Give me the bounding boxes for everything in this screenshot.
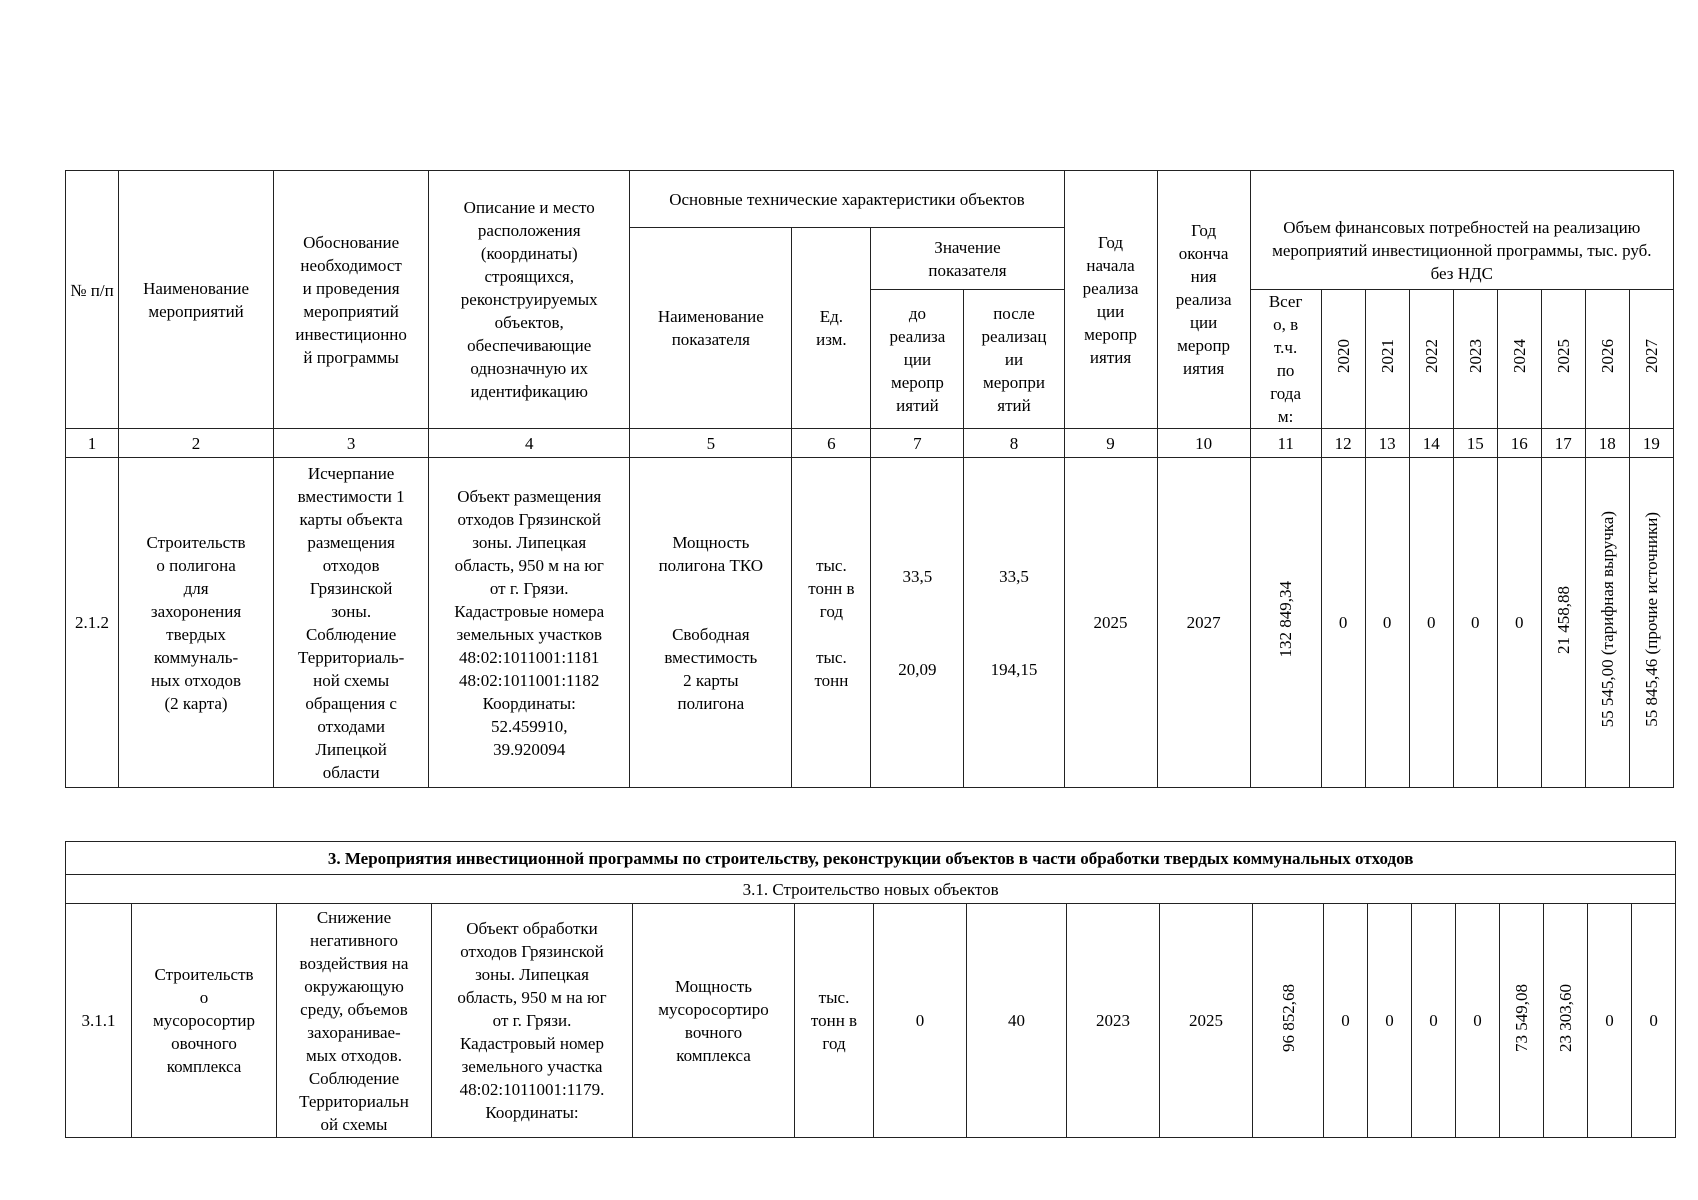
row-2023: 0 bbox=[1453, 458, 1497, 788]
header-indicator-name: Наименование показателя bbox=[630, 228, 792, 429]
investment-table-main bbox=[65, 170, 1674, 788]
col-number: 8 bbox=[964, 429, 1064, 458]
col-number: 9 bbox=[1064, 429, 1157, 458]
row-end-year: 2027 bbox=[1157, 458, 1250, 788]
header-description: Описание и место расположения (координаты) строящихся, реконструируемых объектов, обеспечивающие однозначную их идентификацию bbox=[429, 171, 630, 429]
header-year-2022: 2022 bbox=[1409, 290, 1453, 429]
row-2025: 23 303,60 bbox=[1544, 904, 1588, 1138]
col-number: 2 bbox=[119, 429, 274, 458]
row-total: 132 849,34 bbox=[1250, 458, 1321, 788]
row-number: 2.1.2 bbox=[66, 458, 119, 788]
row-end-year: 2025 bbox=[1160, 904, 1253, 1138]
col-number: 19 bbox=[1629, 429, 1673, 458]
col-number: 10 bbox=[1157, 429, 1250, 458]
row-units: тыс. тонн в год тыс. тонн bbox=[792, 458, 871, 788]
header-year-2026: 2026 bbox=[1585, 290, 1629, 429]
col-number: 17 bbox=[1541, 429, 1585, 458]
row-2020: 0 bbox=[1324, 904, 1368, 1138]
row-2027: 0 bbox=[1632, 904, 1676, 1138]
header-total: Всег о, в т.ч. по года м: bbox=[1250, 290, 1321, 429]
row-2021: 0 bbox=[1365, 458, 1409, 788]
row-2027: 55 845,46 (прочие источники) bbox=[1629, 458, 1673, 788]
col-number: 5 bbox=[630, 429, 792, 458]
row-name: Строительств о полигона для захоронения твердых коммуналь- ных отходов (2 карта) bbox=[119, 458, 274, 788]
header-start-year: Год начала реализа ции меропр иятия bbox=[1064, 171, 1157, 429]
row-2026: 55 545,00 (тарифная выручка) bbox=[1585, 458, 1629, 788]
row-2021: 0 bbox=[1368, 904, 1412, 1138]
row-indicator-name: Мощность мусоросортиро вочного комплекса bbox=[633, 904, 795, 1138]
header-year-2024: 2024 bbox=[1497, 290, 1541, 429]
col-number: 14 bbox=[1409, 429, 1453, 458]
col-number: 15 bbox=[1453, 429, 1497, 458]
header-indicator-value: Значение показателя bbox=[871, 228, 1064, 290]
row-reason: Снижение негативного воздействия на окружающую среду, объемов захоранивае- мых отходов. Соблюдение Территориальн ой схемы bbox=[277, 904, 432, 1138]
col-number: 4 bbox=[429, 429, 630, 458]
row-2023: 0 bbox=[1456, 904, 1500, 1138]
row-2020: 0 bbox=[1321, 458, 1365, 788]
col-number: 16 bbox=[1497, 429, 1541, 458]
row-2025: 21 458,88 bbox=[1541, 458, 1585, 788]
column-numbers-row bbox=[66, 429, 1674, 458]
row-2022: 0 bbox=[1412, 904, 1456, 1138]
row-2024: 73 549,08 bbox=[1500, 904, 1544, 1138]
row-before: 0 bbox=[874, 904, 967, 1138]
investment-table-section-3 bbox=[65, 841, 1676, 1138]
row-after-values: 33,5 194,15 bbox=[964, 458, 1064, 788]
col-number: 7 bbox=[871, 429, 964, 458]
col-number: 11 bbox=[1250, 429, 1321, 458]
header-name: Наименование мероприятий bbox=[119, 171, 274, 429]
col-number: 3 bbox=[274, 429, 429, 458]
header-financing: Объем финансовых потребностей на реализацию мероприятий инвестиционной программы, тыс. руб. без НДС bbox=[1250, 171, 1673, 290]
row-reason: Исчерпание вместимости 1 карты объекта размещения отходов Грязинской зоны. Соблюдение Территориаль- ной схемы обращения с отходами Липецкой области bbox=[274, 458, 429, 788]
header-year-2021: 2021 bbox=[1365, 290, 1409, 429]
subsection-title: 3.1. Строительство новых объектов bbox=[66, 875, 1676, 904]
header-end-year: Год оконча ния реализа ции меропр иятия bbox=[1157, 171, 1250, 429]
header-year-2025: 2025 bbox=[1541, 290, 1585, 429]
row-description: Объект обработки отходов Грязинской зоны. Липецкая область, 950 м на юг от г. Грязи. Кадастровый номер земельного участка 48:02:1011001:1179. Координаты: bbox=[432, 904, 633, 1138]
header-reason: Обоснование необходимост и проведения мероприятий инвестиционно й программы bbox=[274, 171, 429, 429]
row-indicator-names: Мощность полигона ТКО Свободная вместимость 2 карты полигона bbox=[630, 458, 792, 788]
header-num: № п/п bbox=[66, 171, 119, 429]
col-number: 6 bbox=[792, 429, 871, 458]
col-number: 13 bbox=[1365, 429, 1409, 458]
col-number: 1 bbox=[66, 429, 119, 458]
header-tech-characteristics: Основные технические характеристики объектов bbox=[630, 171, 1064, 228]
row-2026: 0 bbox=[1588, 904, 1632, 1138]
row-number: 3.1.1 bbox=[66, 904, 132, 1138]
header-year-2023: 2023 bbox=[1453, 290, 1497, 429]
row-start-year: 2025 bbox=[1064, 458, 1157, 788]
col-number: 12 bbox=[1321, 429, 1365, 458]
table-row bbox=[66, 458, 1674, 788]
header-after: после реализац ии меропри ятий bbox=[964, 290, 1064, 429]
header-unit: Ед. изм. bbox=[792, 228, 871, 429]
row-description: Объект размещения отходов Грязинской зоны. Липецкая область, 950 м на юг от г. Грязи. Кадастровые номера земельных участков 48:02:1011001:1181 48:02:1011001:1182 Координаты: 52.459910, 39.920094 bbox=[429, 458, 630, 788]
row-start-year: 2023 bbox=[1067, 904, 1160, 1138]
row-total: 96 852,68 bbox=[1253, 904, 1324, 1138]
row-unit: тыс. тонн в год bbox=[795, 904, 874, 1138]
row-2024: 0 bbox=[1497, 458, 1541, 788]
header-year-2020: 2020 bbox=[1321, 290, 1365, 429]
section-title: 3. Мероприятия инвестиционной программы по строительству, реконструкции объектов в части обработки твердых коммунальных отходов bbox=[66, 842, 1676, 875]
table-row bbox=[66, 904, 1676, 1138]
row-2022: 0 bbox=[1409, 458, 1453, 788]
row-before-values: 33,5 20,09 bbox=[871, 458, 964, 788]
header-year-2027: 2027 bbox=[1629, 290, 1673, 429]
header-before: до реализа ции меропр иятий bbox=[871, 290, 964, 429]
row-after: 40 bbox=[967, 904, 1067, 1138]
row-name: Строительств о мусоросортир овочного комплекса bbox=[132, 904, 277, 1138]
col-number: 18 bbox=[1585, 429, 1629, 458]
